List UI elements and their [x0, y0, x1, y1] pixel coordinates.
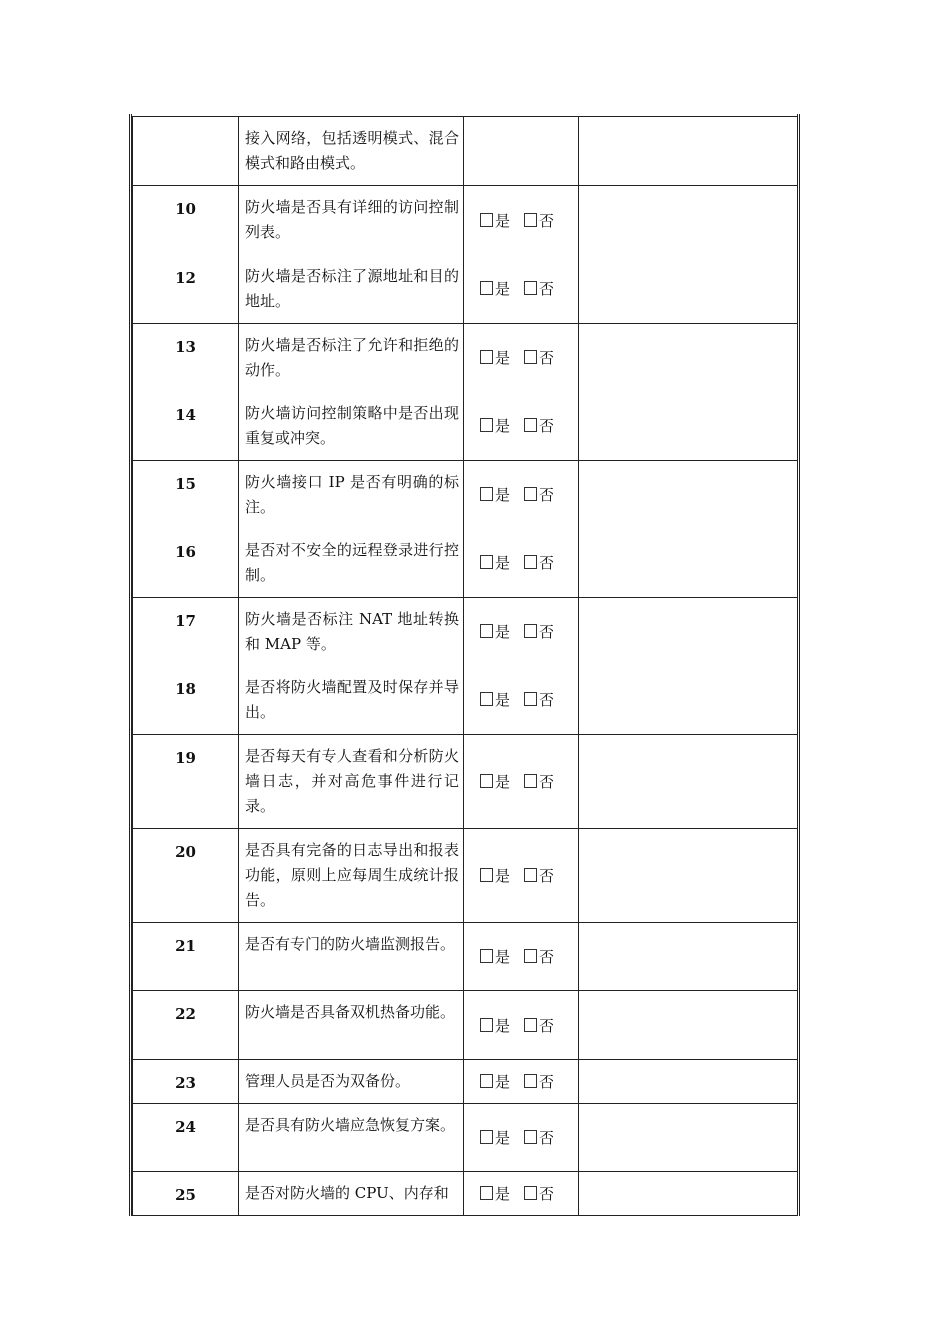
yes-no-options — [464, 324, 579, 392]
item-description: 防火墙是否具有详细的访问控制列表。 — [239, 186, 464, 255]
remark-cell[interactable] — [579, 991, 798, 1060]
table-row — [133, 666, 798, 735]
yes-option[interactable] — [480, 691, 510, 709]
table-row — [133, 1172, 798, 1216]
no-checkbox[interactable] — [524, 555, 537, 569]
yes-no-options — [464, 991, 579, 1060]
item-description: 防火墙是否标注 NAT 地址转换和 MAP 等。 — [239, 598, 464, 666]
no-checkbox[interactable] — [524, 1186, 537, 1200]
yes-no-options — [464, 598, 579, 666]
yes-checkbox[interactable] — [480, 1130, 493, 1144]
item-number: 13 — [133, 324, 239, 392]
item-number: 24 — [133, 1104, 239, 1172]
no-label: 否 — [539, 867, 555, 885]
yes-label: 是 — [495, 486, 511, 505]
no-option[interactable] — [524, 867, 554, 885]
yes-no-options — [464, 923, 579, 991]
yes-option[interactable] — [480, 773, 510, 791]
no-checkbox[interactable] — [524, 774, 537, 788]
yes-checkbox[interactable] — [480, 1074, 493, 1088]
yes-no-options — [464, 529, 579, 598]
no-option[interactable] — [524, 773, 554, 791]
item-description: 是否具有完备的日志导出和报表功能，原则上应每周生成统计报告。 — [239, 829, 464, 923]
remark-cell[interactable] — [579, 735, 798, 829]
yes-label: 是 — [495, 211, 511, 230]
yes-no-options — [464, 186, 579, 255]
no-option[interactable] — [524, 623, 554, 641]
no-option[interactable] — [524, 948, 554, 966]
item-number: 12 — [133, 255, 239, 324]
yes-label: 是 — [495, 623, 511, 642]
no-checkbox[interactable] — [524, 350, 537, 364]
no-checkbox[interactable] — [524, 487, 537, 501]
remark-cell[interactable] — [579, 324, 798, 392]
item-number-cell — [133, 117, 239, 186]
remark-cell — [579, 117, 798, 186]
no-label: 否 — [539, 554, 555, 573]
item-description: 防火墙是否标注了允许和拒绝的动作。 — [239, 324, 464, 392]
no-label: 否 — [539, 691, 555, 710]
item-number: 18 — [133, 666, 239, 735]
no-checkbox[interactable] — [524, 1018, 537, 1032]
yes-checkbox[interactable] — [480, 692, 493, 706]
yes-checkbox[interactable] — [480, 555, 493, 569]
remark-cell[interactable] — [579, 529, 798, 598]
yes-option[interactable] — [480, 1129, 510, 1147]
no-label: 否 — [539, 486, 555, 505]
table-row — [133, 829, 798, 923]
yes-no-options — [464, 666, 579, 735]
no-option[interactable] — [524, 554, 554, 572]
item-description: 接入网络，包括透明模式、混合模式和路由模式。 — [239, 117, 464, 186]
yes-no-options — [464, 461, 579, 529]
yes-label: 是 — [495, 1073, 511, 1091]
yes-checkbox[interactable] — [480, 1186, 493, 1200]
yes-no-options — [464, 829, 579, 923]
no-checkbox[interactable] — [524, 624, 537, 638]
no-label: 否 — [539, 773, 555, 791]
no-label: 否 — [539, 349, 555, 368]
yes-no-options — [464, 255, 579, 324]
yes-no-options — [464, 1172, 579, 1216]
yes-label: 是 — [495, 1016, 511, 1035]
item-description: 是否将防火墙配置及时保存并导出。 — [239, 666, 464, 735]
table-row — [133, 735, 798, 829]
yes-checkbox[interactable] — [480, 213, 493, 227]
no-label: 否 — [539, 211, 555, 230]
remark-cell[interactable] — [579, 598, 798, 666]
no-label: 否 — [539, 417, 555, 436]
yes-label: 是 — [495, 417, 511, 436]
yes-checkbox[interactable] — [480, 949, 493, 963]
item-description: 是否有专门的防火墙监测报告。 — [239, 923, 464, 991]
no-checkbox[interactable] — [524, 1074, 537, 1088]
item-description: 管理人员是否为双备份。 — [239, 1060, 464, 1104]
yes-checkbox[interactable] — [480, 350, 493, 364]
remark-cell[interactable] — [579, 829, 798, 923]
table-row — [133, 529, 798, 598]
yes-checkbox[interactable] — [480, 868, 493, 882]
item-number: 21 — [133, 923, 239, 991]
yes-option[interactable] — [480, 623, 510, 641]
yes-checkbox[interactable] — [480, 281, 493, 295]
item-number: 16 — [133, 529, 239, 598]
yes-option[interactable] — [480, 280, 510, 298]
yes-label: 是 — [495, 554, 511, 573]
remark-cell[interactable] — [579, 1104, 798, 1172]
item-description: 是否对防火墙的 CPU、内存和 — [239, 1172, 464, 1216]
remark-cell[interactable] — [579, 461, 798, 529]
item-description: 防火墙是否具备双机热备功能。 — [239, 991, 464, 1060]
table-row — [133, 324, 798, 392]
no-label: 否 — [539, 1185, 555, 1203]
no-label: 否 — [539, 623, 555, 642]
no-label: 否 — [539, 280, 555, 299]
yes-no-options — [464, 735, 579, 829]
yes-no-options — [464, 1104, 579, 1172]
table-row — [133, 117, 798, 186]
no-option[interactable] — [524, 1185, 554, 1203]
no-option[interactable] — [524, 212, 554, 230]
table-row — [133, 255, 798, 324]
no-checkbox[interactable] — [524, 213, 537, 227]
table-row — [133, 1060, 798, 1104]
item-number: 23 — [133, 1060, 239, 1104]
no-option[interactable] — [524, 691, 554, 709]
yes-option[interactable] — [480, 1073, 510, 1091]
remark-cell[interactable] — [579, 923, 798, 991]
yes-no-options — [464, 1060, 579, 1104]
remark-cell[interactable] — [579, 1172, 798, 1216]
yes-checkbox[interactable] — [480, 418, 493, 432]
item-description: 防火墙是否标注了源地址和目的地址。 — [239, 255, 464, 324]
no-checkbox[interactable] — [524, 281, 537, 295]
remark-cell[interactable] — [579, 666, 798, 735]
table-row — [133, 923, 798, 991]
yes-label: 是 — [495, 773, 511, 791]
yes-checkbox[interactable] — [480, 487, 493, 501]
no-label: 否 — [539, 948, 555, 966]
yes-option[interactable] — [480, 486, 510, 504]
table-row — [133, 598, 798, 666]
no-checkbox[interactable] — [524, 868, 537, 882]
check-cell — [464, 117, 579, 186]
item-description: 是否每天有专人查看和分析防火墙日志，并对高危事件进行记录。 — [239, 735, 464, 829]
no-option[interactable] — [524, 1129, 554, 1147]
item-description: 防火墙访问控制策略中是否出现重复或冲突。 — [239, 392, 464, 461]
item-number: 22 — [133, 991, 239, 1060]
yes-checkbox[interactable] — [480, 774, 493, 788]
table-row — [133, 392, 798, 461]
remark-cell[interactable] — [579, 255, 798, 324]
no-checkbox[interactable] — [524, 1130, 537, 1144]
no-label: 否 — [539, 1129, 555, 1147]
item-number: 15 — [133, 461, 239, 529]
no-label: 否 — [539, 1073, 555, 1091]
table-row — [133, 991, 798, 1060]
firewall-checklist-table — [132, 116, 798, 1216]
yes-option[interactable] — [480, 1017, 510, 1035]
no-label: 否 — [539, 1016, 555, 1035]
yes-no-options — [464, 392, 579, 461]
yes-option[interactable] — [480, 417, 510, 435]
yes-label: 是 — [495, 349, 511, 368]
yes-option[interactable] — [480, 1185, 510, 1203]
yes-option[interactable] — [480, 212, 510, 230]
no-option[interactable] — [524, 1017, 554, 1035]
no-checkbox[interactable] — [524, 949, 537, 963]
item-description: 防火墙接口 IP 是否有明确的标注。 — [239, 461, 464, 529]
yes-label: 是 — [495, 1185, 511, 1203]
remark-cell[interactable] — [579, 1060, 798, 1104]
remark-cell[interactable] — [579, 392, 798, 461]
yes-option[interactable] — [480, 948, 510, 966]
yes-label: 是 — [495, 691, 511, 710]
item-number: 25 — [133, 1172, 239, 1216]
yes-option[interactable] — [480, 867, 510, 885]
yes-checkbox[interactable] — [480, 624, 493, 638]
table-row — [133, 461, 798, 529]
yes-label: 是 — [495, 1129, 511, 1147]
item-description: 是否对不安全的远程登录进行控制。 — [239, 529, 464, 598]
item-number: 14 — [133, 392, 239, 461]
yes-option[interactable] — [480, 554, 510, 572]
no-option[interactable] — [524, 486, 554, 504]
no-checkbox[interactable] — [524, 692, 537, 706]
item-number: 10 — [133, 186, 239, 255]
yes-label: 是 — [495, 948, 511, 966]
remark-cell[interactable] — [579, 186, 798, 255]
no-checkbox[interactable] — [524, 418, 537, 432]
table-row — [133, 1104, 798, 1172]
no-option[interactable] — [524, 349, 554, 367]
yes-label: 是 — [495, 280, 511, 299]
yes-checkbox[interactable] — [480, 1018, 493, 1032]
item-number: 17 — [133, 598, 239, 666]
no-option[interactable] — [524, 417, 554, 435]
item-description: 是否具有防火墙应急恢复方案。 — [239, 1104, 464, 1172]
yes-option[interactable] — [480, 349, 510, 367]
item-number: 20 — [133, 829, 239, 923]
item-number: 19 — [133, 735, 239, 829]
table-row — [133, 186, 798, 255]
yes-label: 是 — [495, 867, 511, 885]
no-option[interactable] — [524, 1073, 554, 1091]
no-option[interactable] — [524, 280, 554, 298]
